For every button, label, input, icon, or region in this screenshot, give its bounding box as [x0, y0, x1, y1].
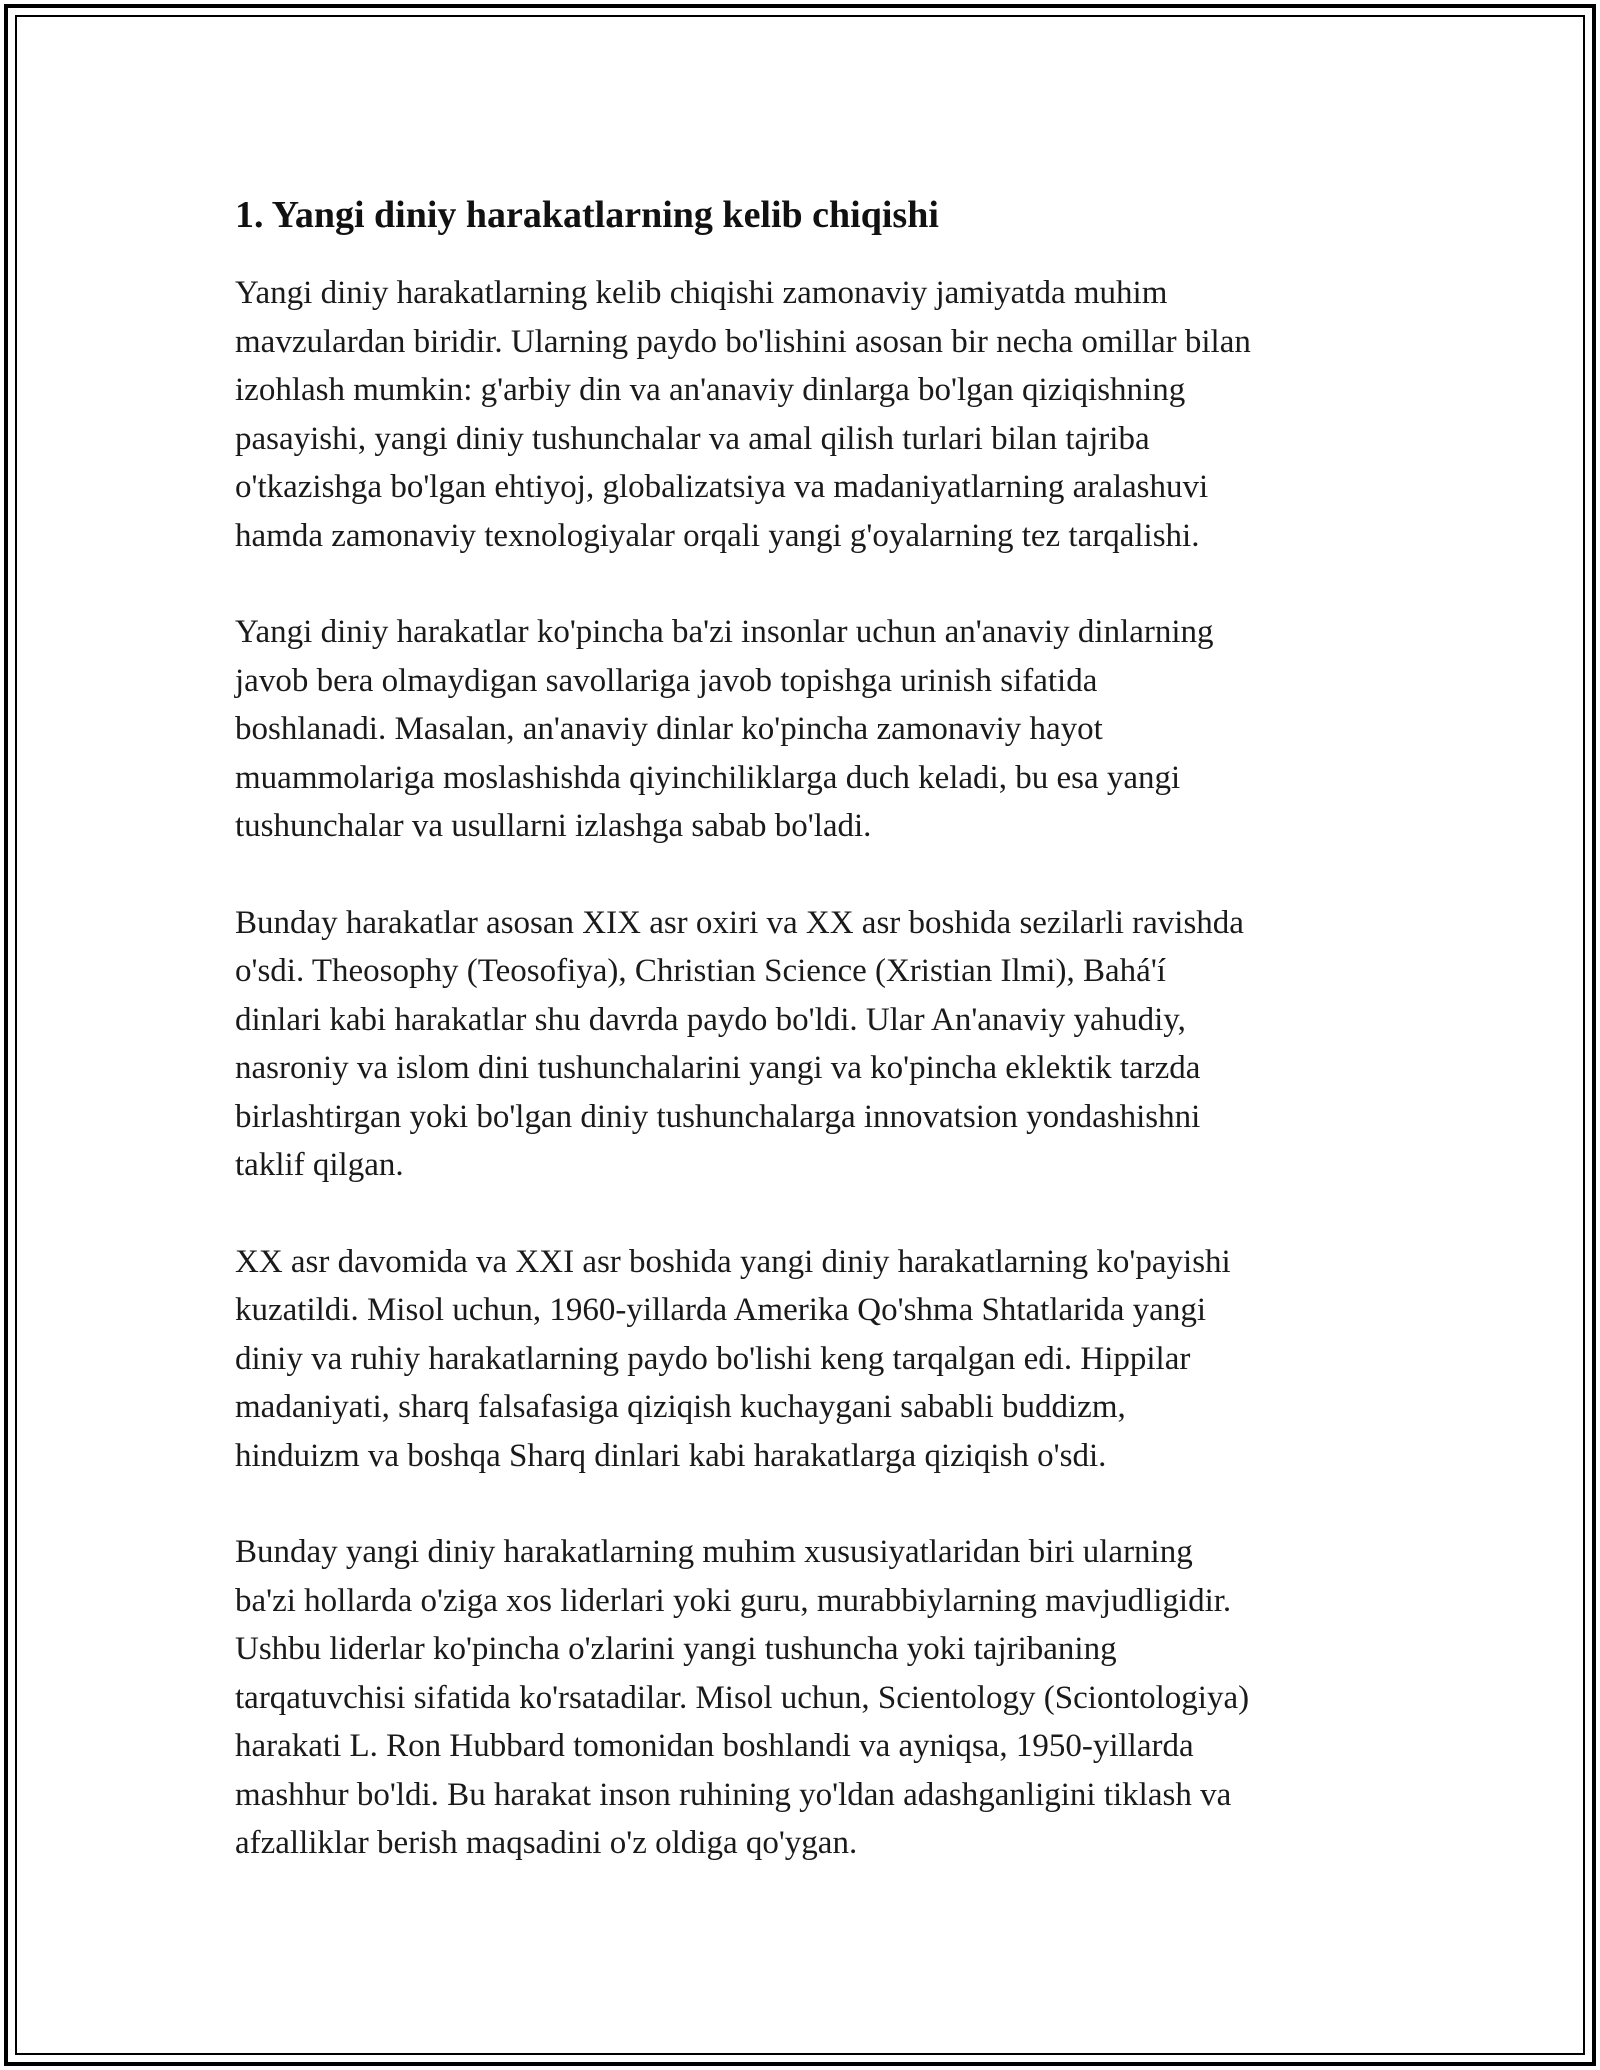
- paragraph-line: afzalliklar berish maqsadini o'z oldiga qo'ygan.: [235, 1825, 858, 1861]
- paragraph-line: tushunchalar va usullarni izlashga sabab bo'ladi.: [235, 808, 872, 844]
- paragraph-container: [235, 269, 1385, 1868]
- paragraph-line: tarqatuvchisi sifatida ko'rsatadilar. Misol uchun, Scientology (Sciontologiya): [235, 1679, 1250, 1716]
- paragraph-line: boshlanadi. Masalan, an'anaviy dinlar ko'pincha zamonaviy hayot: [235, 711, 1103, 747]
- paragraph-line: dinlari kabi harakatlar shu davrda paydo bo'ldi. Ular An'anaviy yahudiy,: [235, 1001, 1186, 1038]
- paragraph-line: mashhur bo'ldi. Bu harakat inson ruhining yo'ldan adashganligini tiklash va: [235, 1776, 1232, 1813]
- paragraph: [235, 608, 1385, 851]
- paragraph-line: o'tkazishga bo'lgan ehtiyoj, globalizatsiya va madaniyatlarning aralashuvi: [235, 469, 1209, 505]
- paragraph-line: javob bera olmaydigan savollariga javob topishga urinish sifatida: [235, 662, 1098, 699]
- paragraph: [235, 1528, 1385, 1868]
- paragraph-line: Ushbu liderlar ko'pincha o'zlarini yangi tushuncha yoki tajribaning: [235, 1631, 1117, 1667]
- paragraph-line: Bunday harakatlar asosan XIX asr oxiri va XX asr boshida sezilarli ravishda: [235, 904, 1244, 941]
- paragraph: [235, 1238, 1385, 1481]
- paragraph-line: muammolariga moslashishda qiyinchiliklarga duch keladi, bu esa yangi: [235, 759, 1181, 796]
- paragraph: [235, 269, 1385, 560]
- paragraph-line: nasroniy va islom dini tushunchalarini yangi va ko'pincha eklektik tarzda: [235, 1050, 1201, 1086]
- paragraph-line: kuzatildi. Misol uchun, 1960-yillarda Amerika Qo'shma Shtatlarida yangi: [235, 1292, 1207, 1328]
- paragraph-line: taklif qilgan.: [235, 1147, 404, 1183]
- document-body: [235, 185, 1385, 1916]
- paragraph-line: ba'zi hollarda o'ziga xos liderlari yoki guru, murabbiylarning mavjudligidir.: [235, 1582, 1232, 1619]
- paragraph: [235, 899, 1385, 1190]
- paragraph-line: harakati L. Ron Hubbard tomonidan boshlandi va ayniqsa, 1950-yillarda: [235, 1728, 1194, 1764]
- paragraph-line: Yangi diniy harakatlar ko'pincha ba'zi insonlar uchun an'anaviy dinlarning: [235, 614, 1214, 650]
- paragraph-line: XX asr davomida va XXI asr boshida yangi diniy harakatlarning ko'payishi: [235, 1243, 1231, 1280]
- paragraph-line: mavzulardan biridir. Ularning paydo bo'lishini asosan bir necha omillar bilan: [235, 323, 1251, 360]
- paragraph-line: hinduizm va boshqa Sharq dinlari kabi harakatlarga qiziqish o'sdi.: [235, 1437, 1107, 1474]
- paragraph-line: diniy va ruhiy harakatlarning paydo bo'lishi keng tarqalgan edi. Hippilar: [235, 1340, 1191, 1377]
- paragraph-line: hamda zamonaviy texnologiyalar orqali yangi g'oyalarning tez tarqalishi.: [235, 517, 1200, 554]
- paragraph-line: o'sdi. Theosophy (Teosofiya), Christian Science (Xristian Ilmi), Bahá'í: [235, 953, 1166, 989]
- paragraph-line: Bunday yangi diniy harakatlarning muhim xususiyatlaridan biri ularning: [235, 1534, 1193, 1570]
- section-title: 1. Yangi diniy harakatlarning kelib chiqishi: [235, 194, 939, 236]
- paragraph-line: Yangi diniy harakatlarning kelib chiqishi zamonaviy jamiyatda muhim: [235, 275, 1168, 311]
- paragraph-line: pasayishi, yangi diniy tushunchalar va amal qilish turlari bilan tajriba: [235, 420, 1150, 457]
- paragraph-line: birlashtirgan yoki bo'lgan diniy tushunchalarga innovatsion yondashishni: [235, 1098, 1201, 1135]
- paragraph-line: izohlash mumkin: g'arbiy din va an'anaviy dinlarga bo'lgan qiziqishning: [235, 372, 1186, 408]
- paragraph-line: madaniyati, sharq falsafasiga qiziqish kuchaygani sababli buddizm,: [235, 1389, 1126, 1425]
